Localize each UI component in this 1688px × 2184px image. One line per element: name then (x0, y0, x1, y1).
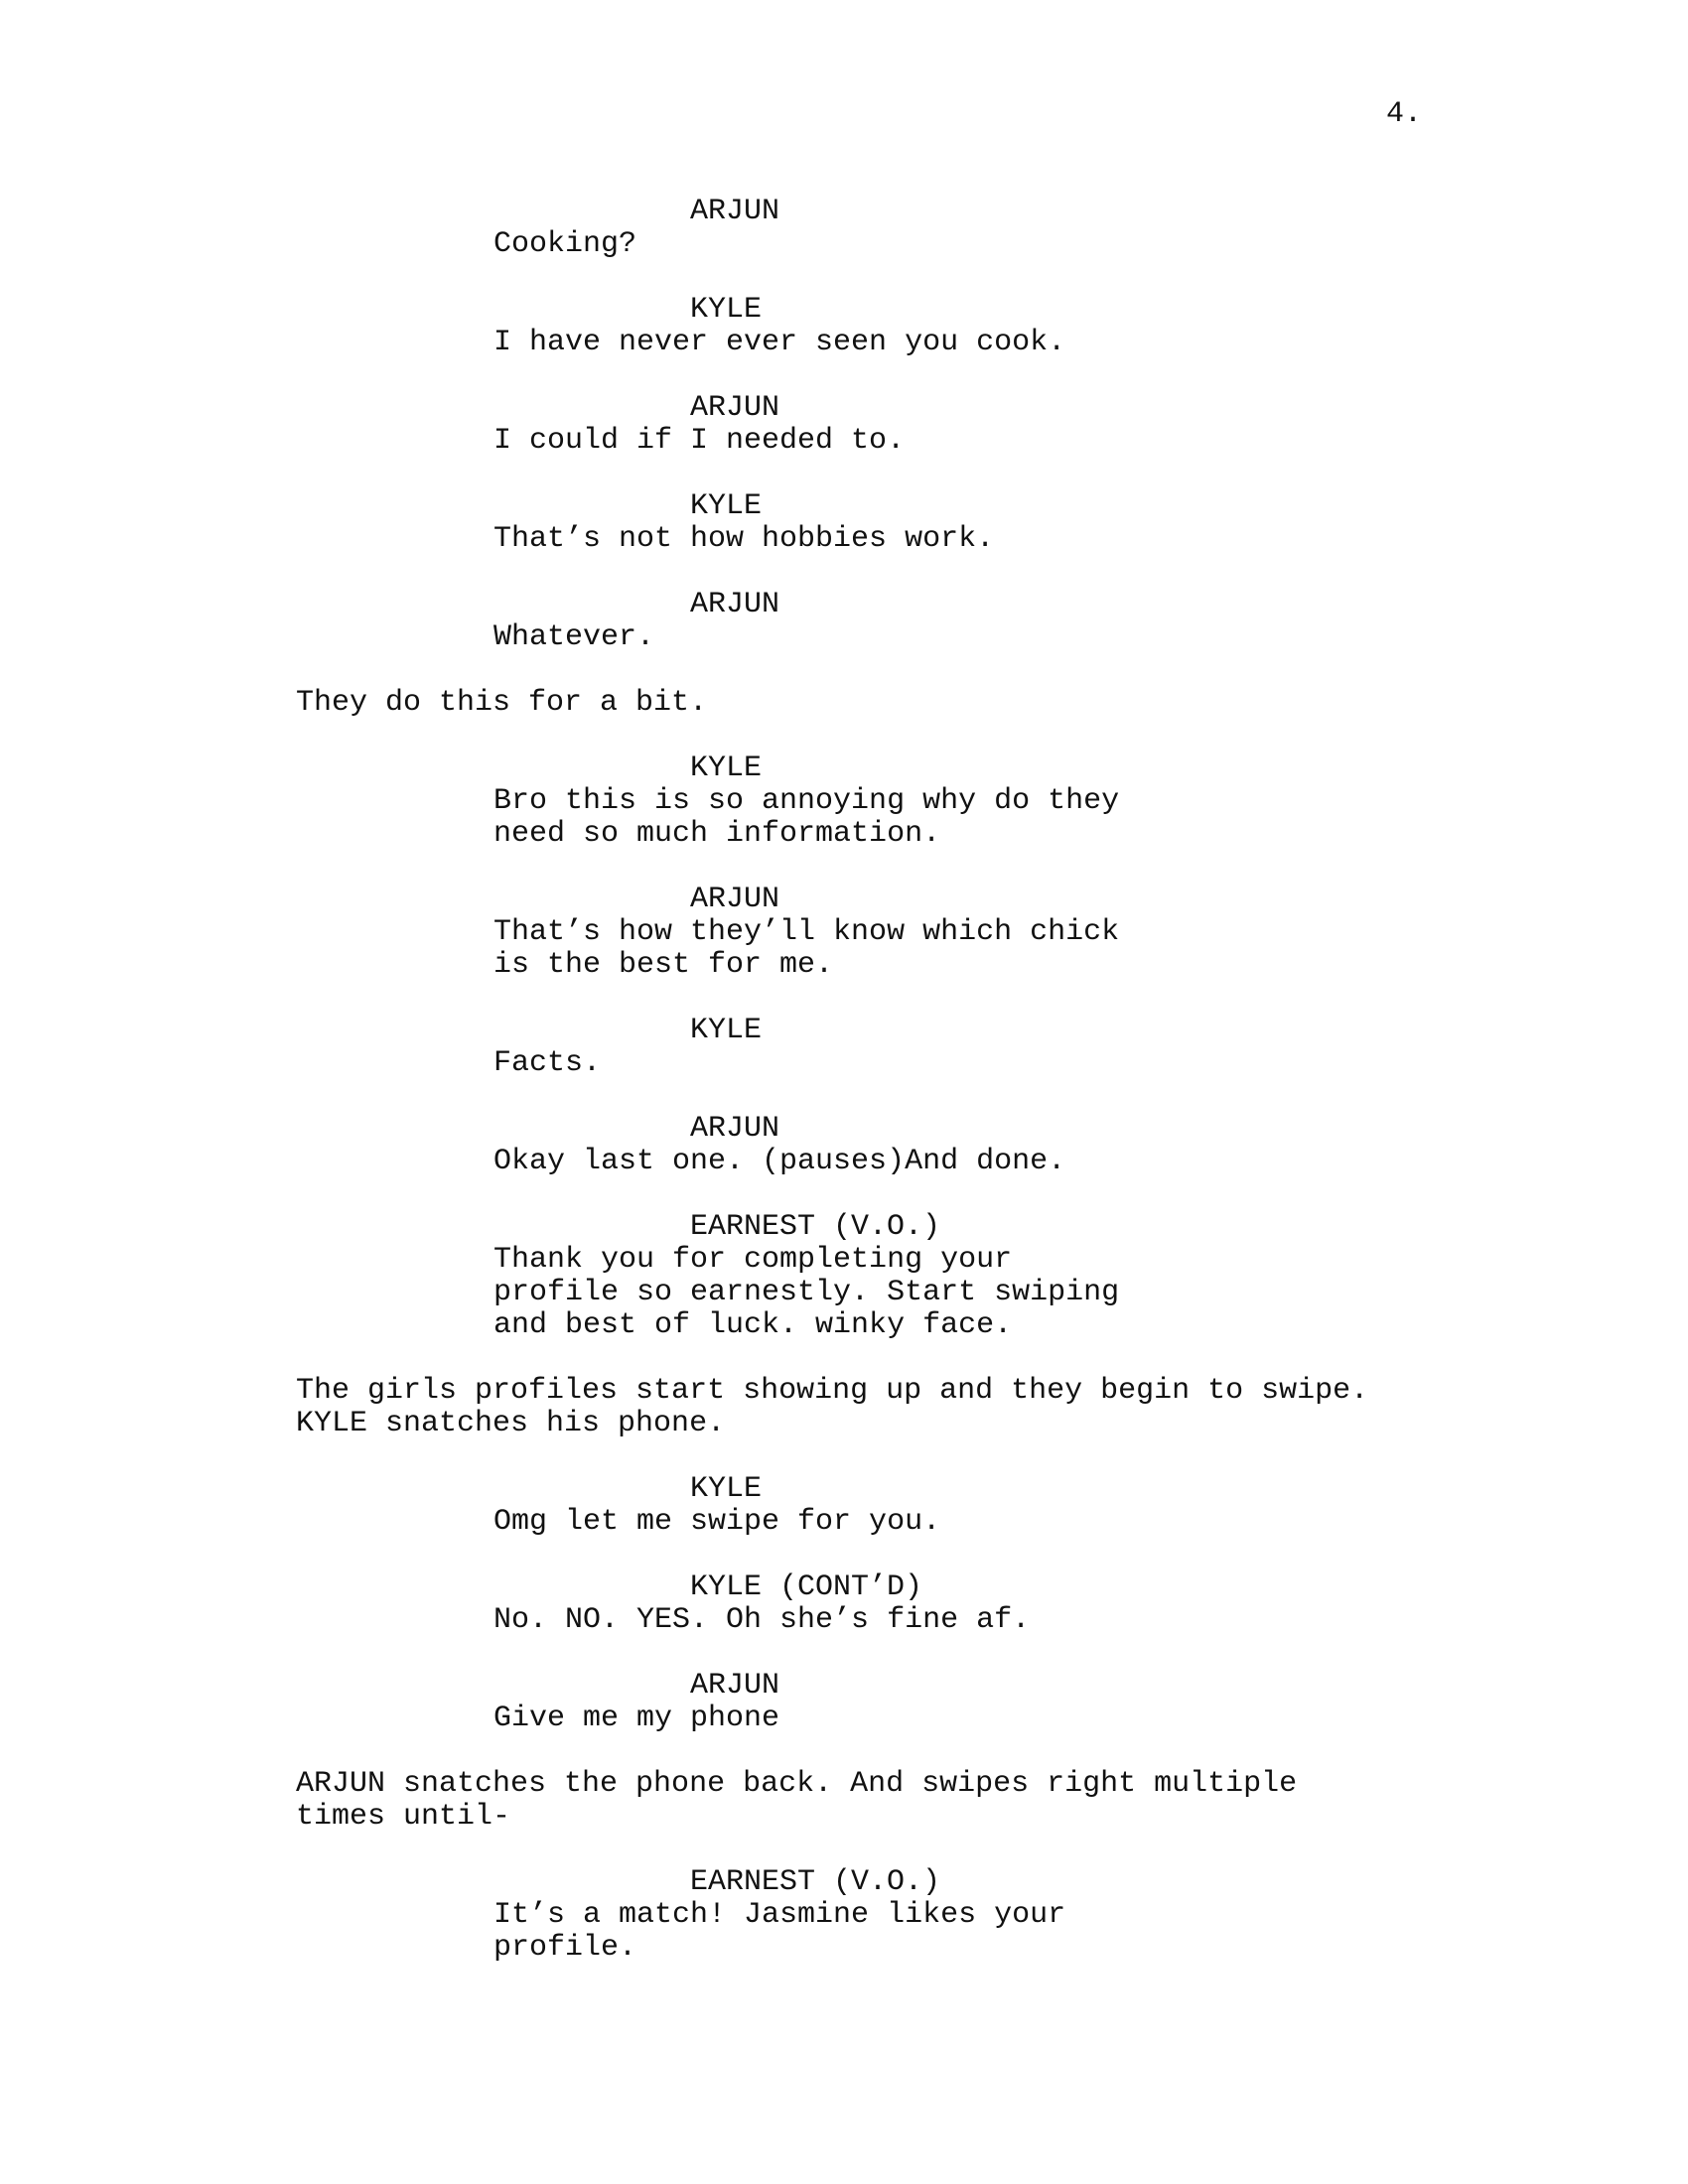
script-body (0, 196, 1688, 1965)
character-cue: ARJUN (690, 195, 780, 228)
action-block (0, 1768, 1688, 1834)
dialogue-line: Bro this is so annoying why do they (493, 784, 1120, 818)
block-spacer (0, 1834, 1688, 1866)
block-spacer (0, 556, 1688, 589)
character-cue: ARJUN (690, 1669, 780, 1703)
dialogue-line: Give me my phone (493, 1702, 780, 1735)
character-cue: KYLE (690, 1014, 763, 1047)
block-spacer (0, 654, 1688, 687)
block-spacer (0, 1539, 1688, 1571)
dialogue-line: profile so earnestly. Start swiping (493, 1276, 1120, 1309)
block-spacer (0, 1178, 1688, 1211)
dialogue-block (0, 392, 1688, 458)
dialogue-line: That’s how they’ll know which chick (493, 915, 1120, 949)
dialogue-block (0, 1866, 1688, 1965)
dialogue-line: Cooking? (493, 227, 637, 261)
block-spacer (0, 1735, 1688, 1768)
dialogue-line: Facts. (493, 1046, 602, 1080)
dialogue-block (0, 1473, 1688, 1539)
block-spacer (0, 982, 1688, 1015)
action-line: times until- (296, 1800, 511, 1834)
dialogue-line: need so much information. (493, 817, 941, 851)
block-spacer (0, 359, 1688, 392)
dialogue-line: Okay last one. (pauses)And done. (493, 1145, 1066, 1178)
dialogue-line: No. NO. YES. Oh she’s fine af. (493, 1603, 1031, 1637)
dialogue-block (0, 1571, 1688, 1637)
character-cue: ARJUN (690, 883, 780, 916)
action-line: ARJUN snatches the phone back. And swipes right multiple (296, 1767, 1298, 1801)
dialogue-block (0, 1015, 1688, 1080)
dialogue-line: profile. (493, 1931, 637, 1965)
dialogue-line: That’s not how hobbies work. (493, 522, 995, 556)
action-line: KYLE snatches his phone. (296, 1407, 726, 1440)
dialogue-block (0, 1113, 1688, 1178)
dialogue-line: I have never ever seen you cook. (493, 326, 1066, 359)
dialogue-block (0, 1670, 1688, 1735)
character-cue: KYLE (690, 1472, 763, 1506)
character-cue: ARJUN (690, 588, 780, 621)
character-cue: EARNEST (V.O.) (690, 1210, 941, 1244)
block-spacer (0, 1342, 1688, 1375)
dialogue-line: Omg let me swipe for you. (493, 1505, 941, 1539)
action-line: They do this for a bit. (296, 686, 708, 720)
dialogue-line: Thank you for completing your (493, 1243, 1013, 1277)
character-cue: EARNEST (V.O.) (690, 1865, 941, 1899)
character-cue: ARJUN (690, 1112, 780, 1146)
dialogue-block (0, 884, 1688, 982)
block-spacer (0, 458, 1688, 490)
character-cue: KYLE (CONT’D) (690, 1570, 923, 1604)
character-cue: KYLE (690, 751, 763, 785)
page-number: 4. (1386, 97, 1423, 131)
block-spacer (0, 261, 1688, 294)
dialogue-line: is the best for me. (493, 948, 834, 982)
action-block (0, 1375, 1688, 1440)
block-spacer (0, 1637, 1688, 1670)
character-cue: ARJUN (690, 391, 780, 425)
character-cue: KYLE (690, 489, 763, 523)
character-cue: KYLE (690, 293, 763, 327)
action-line: The girls profiles start showing up and they begin to swipe. (296, 1374, 1369, 1408)
block-spacer (0, 1440, 1688, 1473)
block-spacer (0, 720, 1688, 752)
dialogue-block (0, 490, 1688, 556)
block-spacer (0, 1080, 1688, 1113)
dialogue-block (0, 1211, 1688, 1342)
dialogue-line: It’s a match! Jasmine likes your (493, 1898, 1066, 1932)
dialogue-block (0, 196, 1688, 261)
dialogue-block (0, 589, 1688, 654)
dialogue-block (0, 294, 1688, 359)
action-block (0, 687, 1688, 720)
dialogue-line: Whatever. (493, 620, 655, 654)
dialogue-line: I could if I needed to. (493, 424, 906, 458)
dialogue-block (0, 752, 1688, 851)
block-spacer (0, 851, 1688, 884)
dialogue-line: and best of luck. winky face. (493, 1308, 1013, 1342)
